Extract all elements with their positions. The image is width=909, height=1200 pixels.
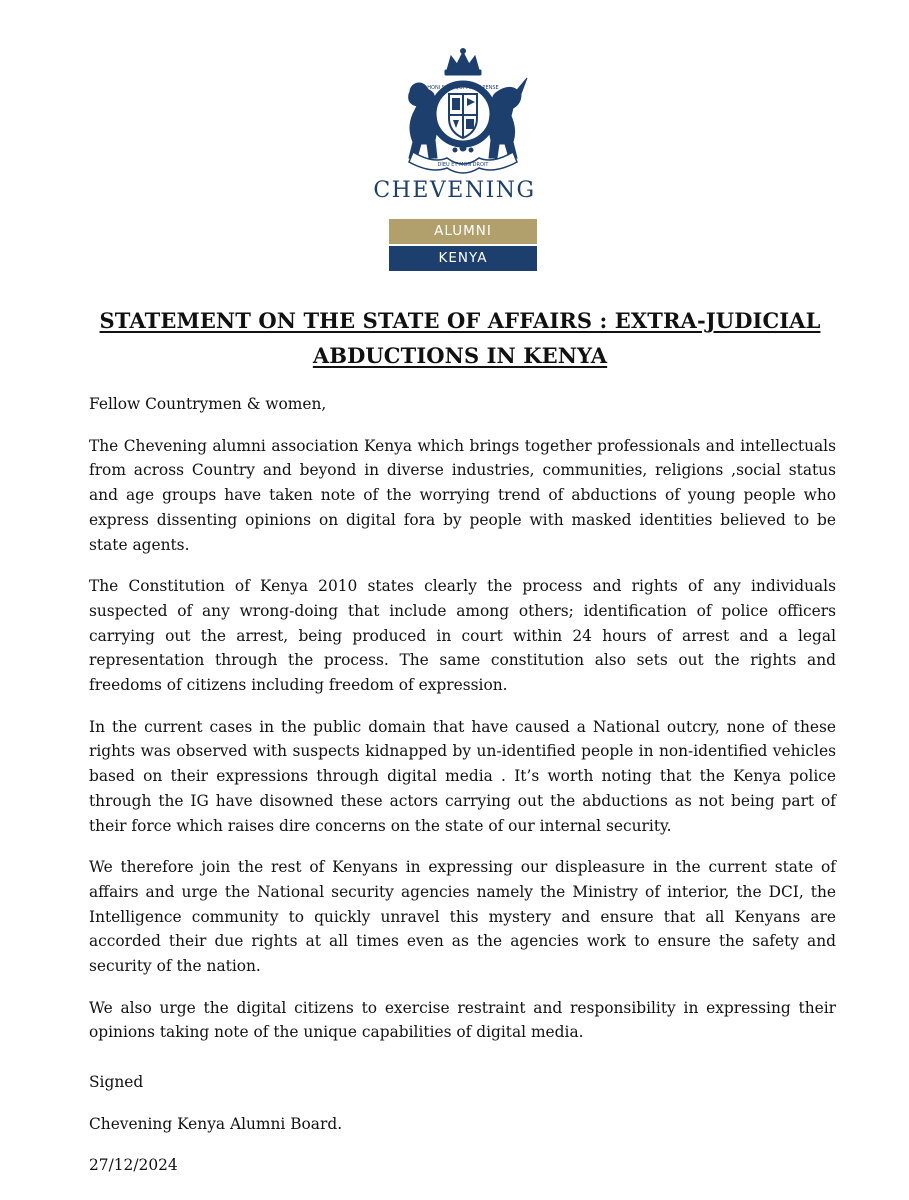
document-title: STATEMENT ON THE STATE OF AFFAIRS : EXTRA-JUDICIAL ABDUCTIONS IN KENYA (99, 308, 821, 368)
kenya-band: KENYA (389, 246, 537, 271)
royal-crest-logo (383, 48, 543, 176)
paragraph-5: We also urge the digital citizens to exercise restraint and responsibility in expressing their opinions taking note of the unique capabilities of digital media. (89, 998, 836, 1042)
signed-label: Signed (89, 1073, 144, 1091)
crest-motto-top: HONI SOIT QUI MAL Y PENSE (427, 85, 499, 91)
paragraph-3: In the current cases in the public domain that have caused a National outcry, none of these rights was observed with suspects kidnapped by un-identified people in non-identified vehicles based on their expressions through digital media . It’s worth noting that the Kenya police through the IG have disowned these actors carrying out the abductions as not being part of their force which raises dire concerns on the state of our internal security. (89, 717, 836, 835)
document-body (89, 392, 836, 1062)
alumni-band: ALUMNI (389, 219, 537, 244)
paragraph-4: We therefore join the rest of Kenyans in expressing our displeasure in the current state of affairs and urge the National security agencies namely the Ministry of interior, the DCI, the Intelligence community to quickly unravel this mystery and ensure that all Kenyans are accorded their due rights at all times even as the agencies work to ensure the safety and security of the nation. (89, 858, 836, 976)
paragraph-1: The Chevening alumni association Kenya which brings together professionals and intellectuals from across Country and beyond in diverse industries, communities, religions ,social status and age groups have taken note of the worrying trend of abductions of young people who express dissenting opinions on digital fora by people with masked identities believed to be state agents. (89, 436, 836, 554)
salutation: Fellow Countrymen & women, (89, 395, 327, 413)
crest-motto-bottom: DIEU ET MON DROIT (437, 162, 489, 168)
document-date: 27/12/2024 (89, 1156, 178, 1174)
signatory: Chevening Kenya Alumni Board. (89, 1115, 343, 1133)
paragraph-2: The Constitution of Kenya 2010 states clearly the process and rights of any individuals suspected of any wrong-doing that include among others; identification of police officers carrying out the arrest, being produced in court within 24 hours of arrest and a legal representation through the process. The same constitution also sets out the rights and freedoms of citizens including freedom of expression. (89, 577, 836, 695)
brand-name: CHEVENING (373, 178, 536, 203)
